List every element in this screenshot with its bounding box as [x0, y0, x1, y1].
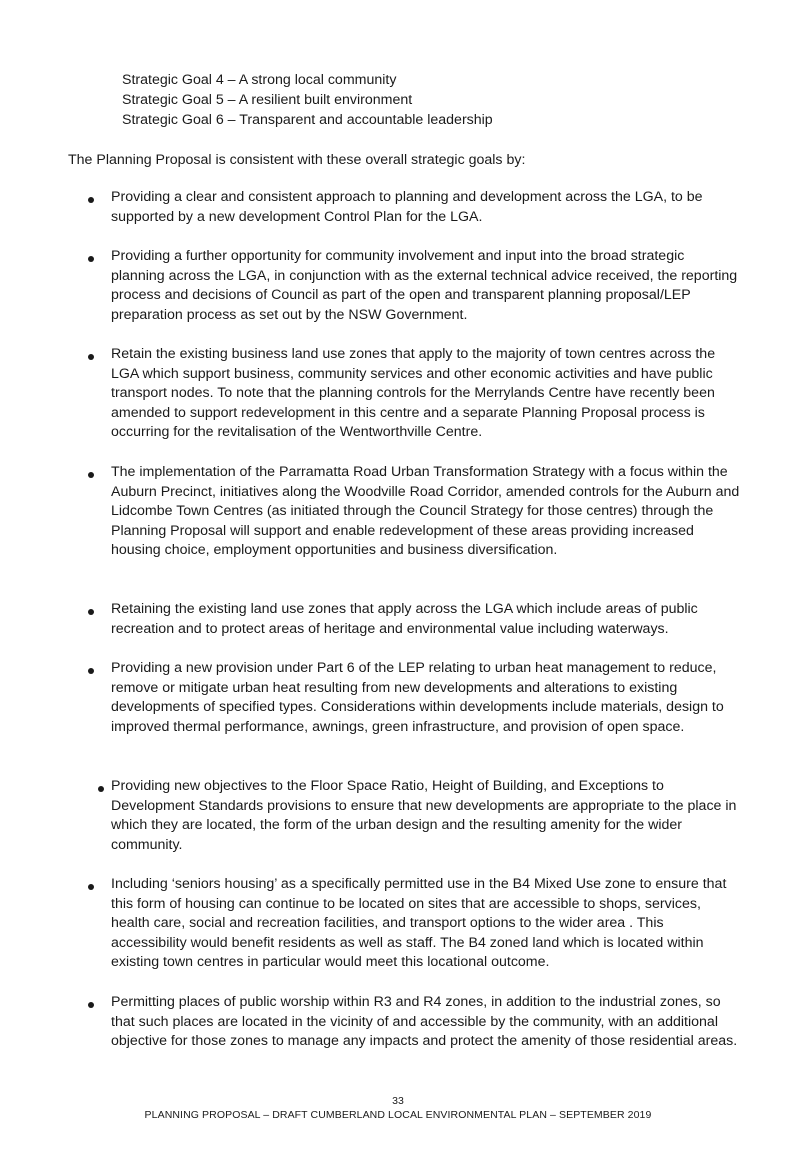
page-footer: PLANNING PROPOSAL – DRAFT CUMBERLAND LOCAL ENVIRONMENTAL PLAN – SEPTEMBER 2019 [144, 1109, 652, 1121]
intro-paragraph: The Planning Proposal is consistent with these overall strategic goals by: [68, 152, 526, 168]
bullet-dot [88, 1002, 94, 1008]
bullet-item: Providing a further opportunity for community involvement and input into the broad strategic planning across the LGA, in conjunction with as the external technical advice received, the reporting process and decisions of Council as part of the open and transparent planning proposal/LEP preparation process as set out by the NSW Government. [111, 248, 738, 323]
strategic-goal-5: Strategic Goal 5 – A resilient built environment [122, 92, 413, 108]
bullet-item: Permitting places of public worship within R3 and R4 zones, in addition to the industrial zones, so that such places are located in the vicinity of and accessible by the community, with an additional objective for those zones to manage any impacts and protect the amenity of those residential areas. [111, 994, 738, 1050]
bullet-item: The implementation of the Parramatta Road Urban Transformation Strategy with a focus within the Auburn Precinct, initiatives along the Woodville Road Corridor, amended controls for the Auburn and Lidcombe Town Centres (as initiated through the Council Strategy for those centres) through the Planning Proposal will support and enable redevelopment of these areas providing increased housing choice, employment opportunities and business diversification. [111, 464, 740, 559]
bullet-item: Providing a new provision under Part 6 of the LEP relating to urban heat management to reduce, remove or mitigate urban heat resulting from new developments and alterations to existing developments of specified types. Considerations within developments include materials, design to improved thermal performance, awnings, green infrastructure, and provision of open space. [111, 660, 724, 735]
bullet-item: Retain the existing business land use zones that apply to the majority of town centres across the LGA which support business, community services and other economic activities and have public transport nodes. To note that the planning controls for the Merrylands Centre have recently been amended to support redevelopment in this centre and a separate Planning Proposal process is occurring for the revitalisation of the Wentworthville Centre. [111, 346, 716, 441]
bullet-dot [88, 472, 94, 478]
bullet-dot [98, 786, 104, 792]
bullet-item: Retaining the existing land use zones that apply across the LGA which include areas of public recreation and to protect areas of heritage and environmental value including waterways. [111, 601, 698, 637]
strategic-goals-list [122, 70, 493, 130]
strategic-goal-6: Strategic Goal 6 – Transparent and accountable leadership [122, 112, 493, 128]
bullet-dot [88, 256, 94, 262]
bullet-dot [88, 884, 94, 890]
bullet-dot [88, 197, 94, 203]
bullet-item: Providing new objectives to the Floor Space Ratio, Height of Building, and Exceptions to Development Standards provisions to ensure that new developments are appropriate to the place in which they are located, the form of the urban design and the resulting amenity for the wider community. [111, 778, 737, 853]
bullet-dot [88, 354, 94, 360]
page-number: 33 [392, 1095, 404, 1107]
bullet-item: Including ‘seniors housing’ as a specifically permitted use in the B4 Mixed Use zone to ensure that this form of housing can continue to be located on sites that are accessible to shops, services, health care, social and recreation facilities, and transport options to the wider area . This accessibility would benefit residents as well as staff. The B4 zoned land which is located within existing town centres in particular would meet this locational outcome. [111, 876, 727, 971]
bullet-item: Providing a clear and consistent approach to planning and development across the LGA, to be supported by a new development Control Plan for the LGA. [111, 189, 703, 225]
bullet-dot [88, 609, 94, 615]
strategic-goal-4: Strategic Goal 4 – A strong local community [122, 72, 397, 88]
bullet-dot [88, 668, 94, 674]
